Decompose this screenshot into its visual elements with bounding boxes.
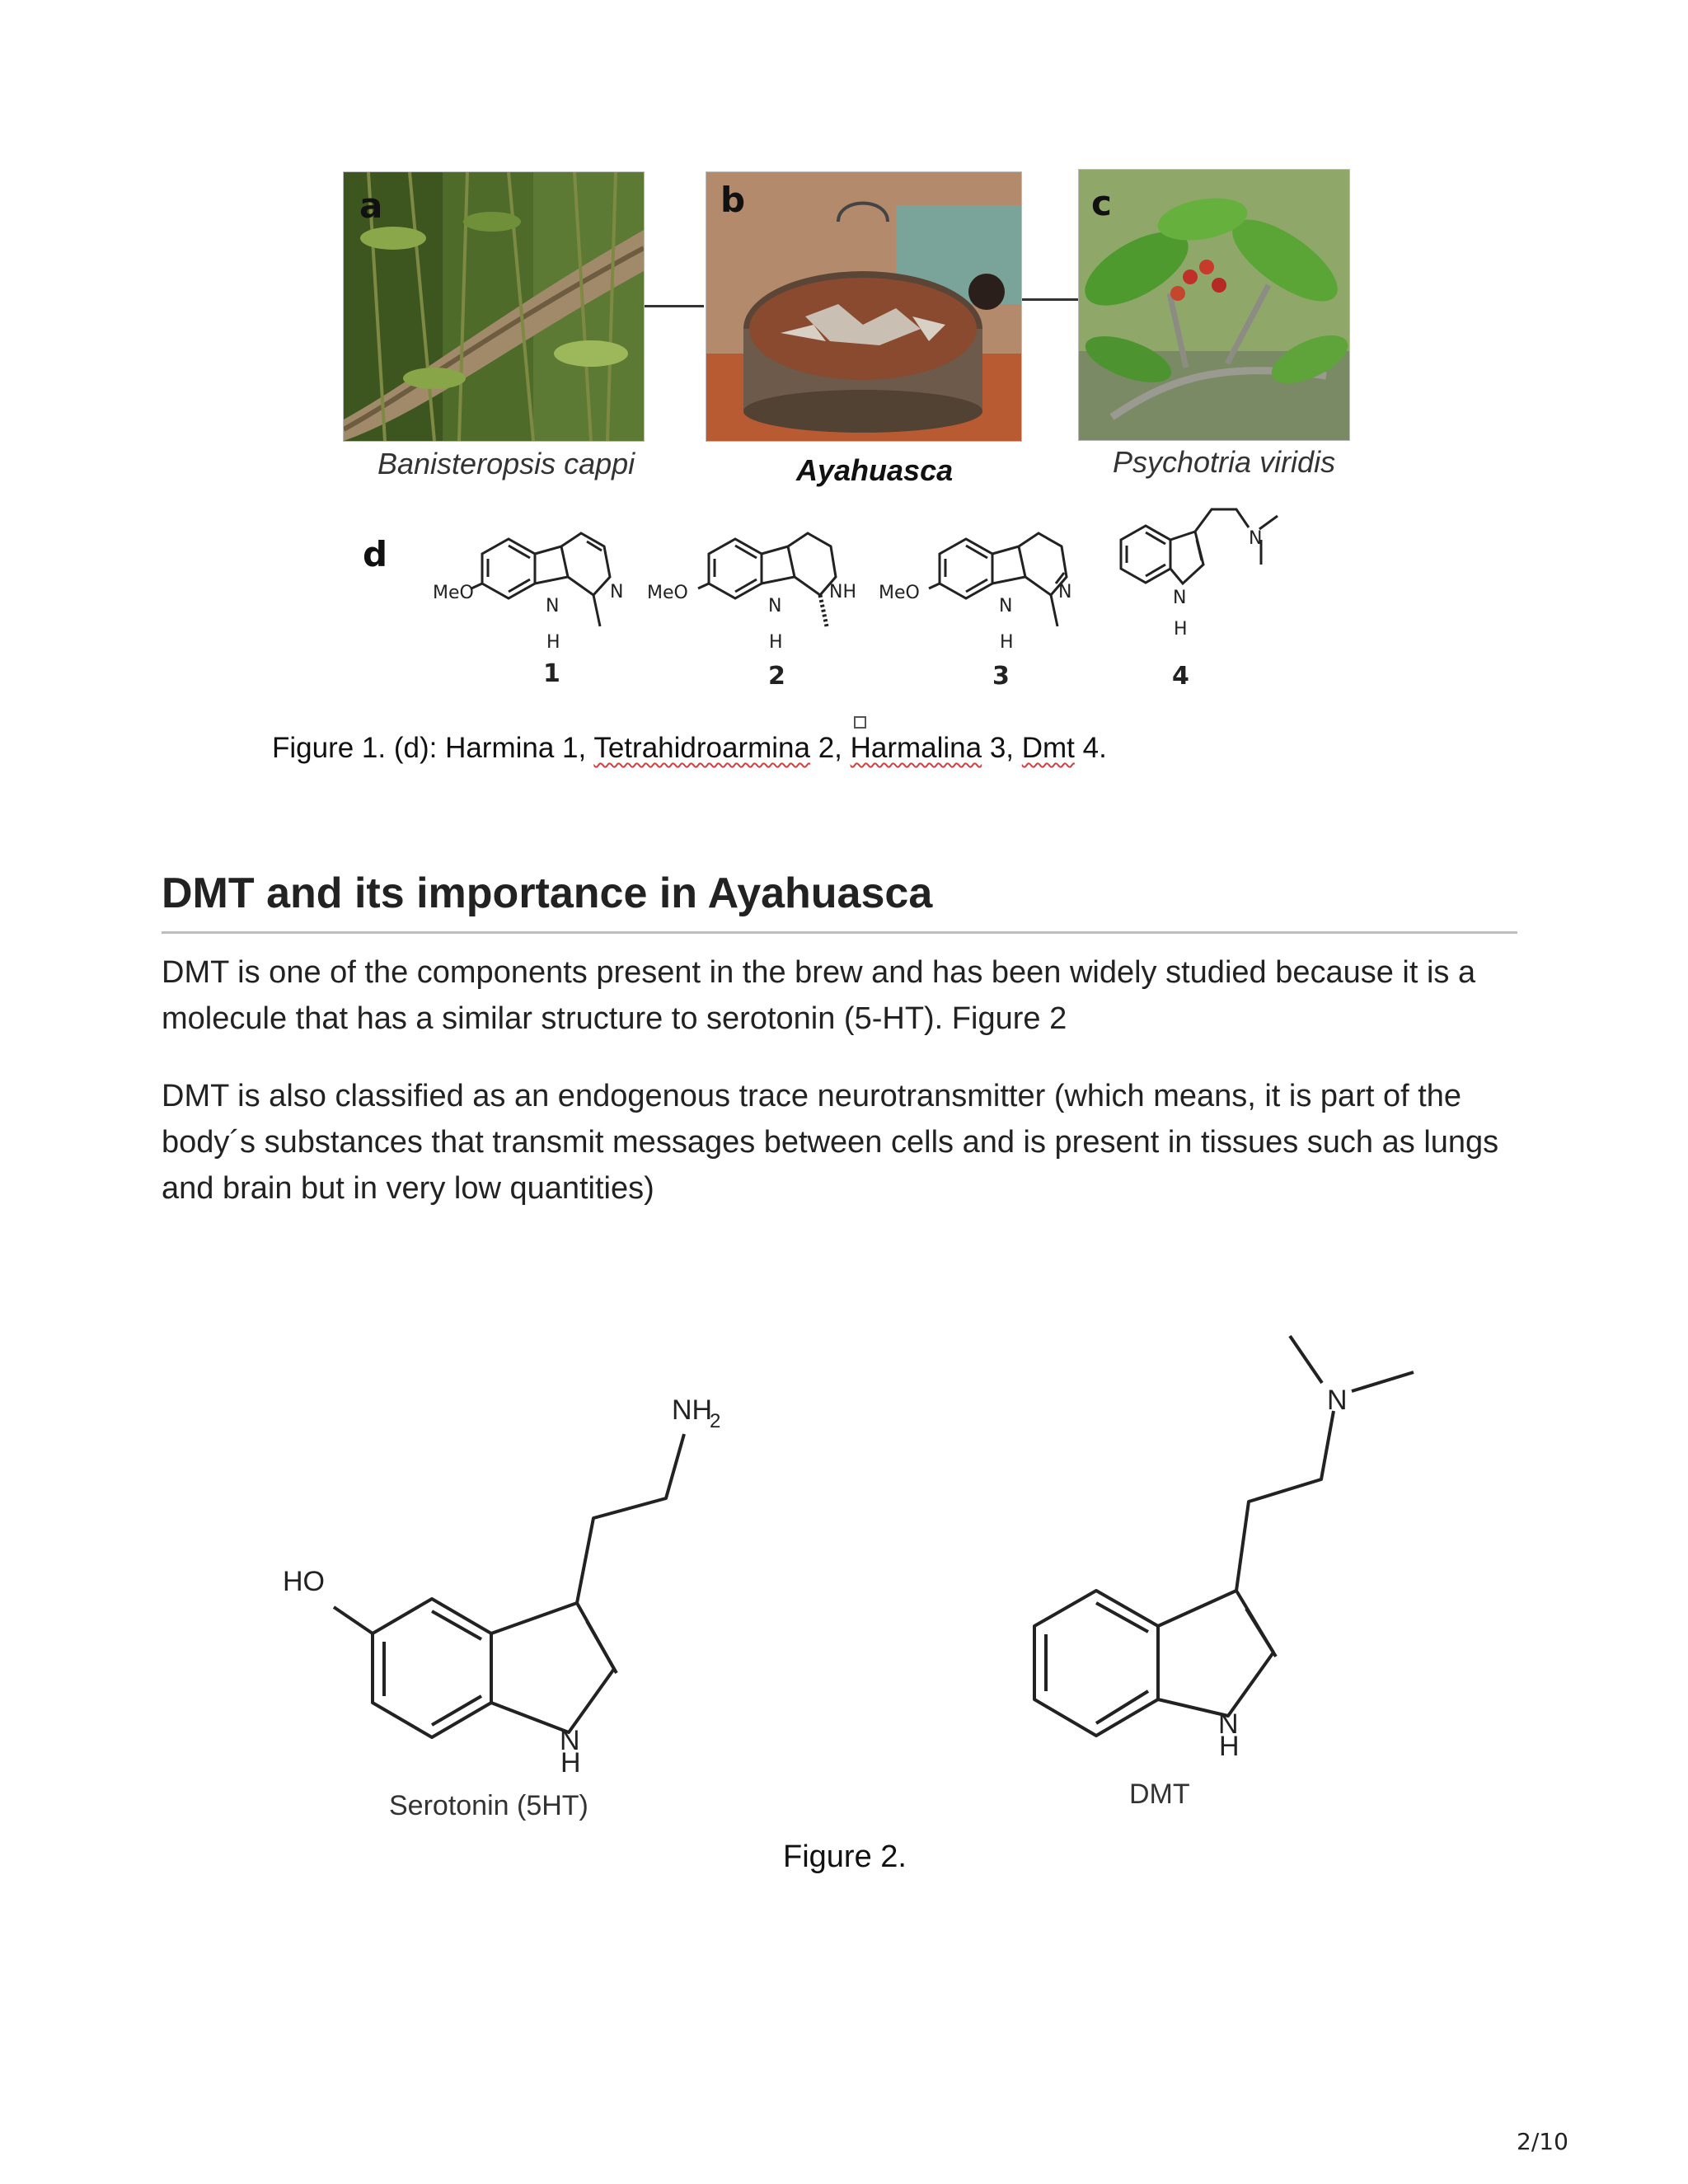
alkaloid-structures	[0, 0, 1688, 742]
caption-text: 3,	[982, 732, 1022, 764]
structure-number-3: 3	[992, 662, 1010, 691]
methoxy-label: MeO	[647, 583, 688, 603]
structure-number-1: 1	[543, 659, 560, 688]
indole-h-label: H	[1000, 632, 1014, 653]
caption-term-dmt: Dmt	[1021, 732, 1075, 764]
indole-n-label: N	[560, 1725, 580, 1756]
caption-ayahuasca: Ayahuasca	[796, 453, 954, 487]
indole-h-label: H	[1174, 619, 1188, 640]
panel-letter-a: a	[359, 185, 383, 226]
serotonin-label: Serotonin (5HT)	[389, 1790, 588, 1821]
structure-number-2: 2	[768, 662, 785, 691]
placeholder-square-icon	[854, 716, 866, 729]
dmt-label: DMT	[1129, 1779, 1190, 1810]
indole-n-label: N	[1218, 1708, 1239, 1740]
dimethylamine-n-label: N	[1327, 1385, 1348, 1416]
ring-nh-label: NH	[829, 582, 856, 602]
paragraph-2: DMT is also classified as an endogenous trace neurotransmitter (which means, it is part of the body´s substances that transmit messages between cells and is present in tissues such as lungs and brain but in very low quantities)	[162, 1079, 1499, 1206]
indole-h-label: H	[769, 632, 783, 653]
section-heading: DMT and its importance in Ayahuasca	[162, 869, 933, 917]
dmt-structure	[1034, 1336, 1414, 1736]
panel-letter-b: b	[720, 180, 746, 220]
ring-nitrogen-label: N	[1058, 582, 1072, 602]
caption-text: 2,	[809, 732, 851, 764]
methoxy-label: MeO	[879, 583, 920, 603]
amine-n-label: N	[1249, 528, 1263, 549]
panel-letter-d: d	[363, 534, 388, 574]
hydroxyl-label: HO	[283, 1566, 325, 1597]
indole-n-label: N	[768, 596, 782, 616]
paragraph-1: DMT is one of the components present in the brew and has been widely studied because it is a molecule that has a similar structure to serotonin (5-HT). Figure 2	[162, 955, 1476, 1036]
panel-letter-c: c	[1091, 183, 1112, 223]
serotonin-structure	[334, 1434, 684, 1737]
ring-nitrogen-label: N	[610, 582, 624, 602]
caption-term-tetrahidroarmina: Tetrahidroarmina	[593, 732, 810, 764]
caption-text: Figure 1. (d): Harmina 1,	[272, 732, 594, 764]
figure-1-caption	[272, 732, 1107, 765]
caption-text: 4.	[1074, 732, 1107, 764]
structure-harmaline	[929, 533, 1067, 626]
methoxy-label: MeO	[433, 583, 474, 603]
structure-harmine	[471, 533, 610, 626]
indole-n-label: N	[1173, 588, 1187, 608]
heading-divider	[162, 931, 1517, 934]
indole-h-label: H	[560, 1747, 581, 1779]
page-number: 2/10	[1517, 2128, 1568, 2155]
caption-banisteropsis: Banisteropsis cappi	[377, 447, 635, 480]
indole-n-label: N	[546, 596, 560, 616]
indole-h-label: H	[546, 632, 560, 653]
amine-subscript: 2	[710, 1410, 721, 1432]
figure-2-structures	[0, 1286, 1688, 1863]
figure-2-caption: Figure 2.	[783, 1840, 907, 1874]
indole-n-label: N	[999, 596, 1013, 616]
caption-term-harmalina: Harmalina	[850, 732, 982, 764]
amine-label: NH	[672, 1394, 713, 1426]
structure-tetrahydroharmine	[698, 533, 836, 598]
caption-psychotria: Psychotria viridis	[1113, 445, 1336, 479]
indole-h-label: H	[1219, 1731, 1240, 1762]
structure-number-4: 4	[1172, 662, 1189, 691]
